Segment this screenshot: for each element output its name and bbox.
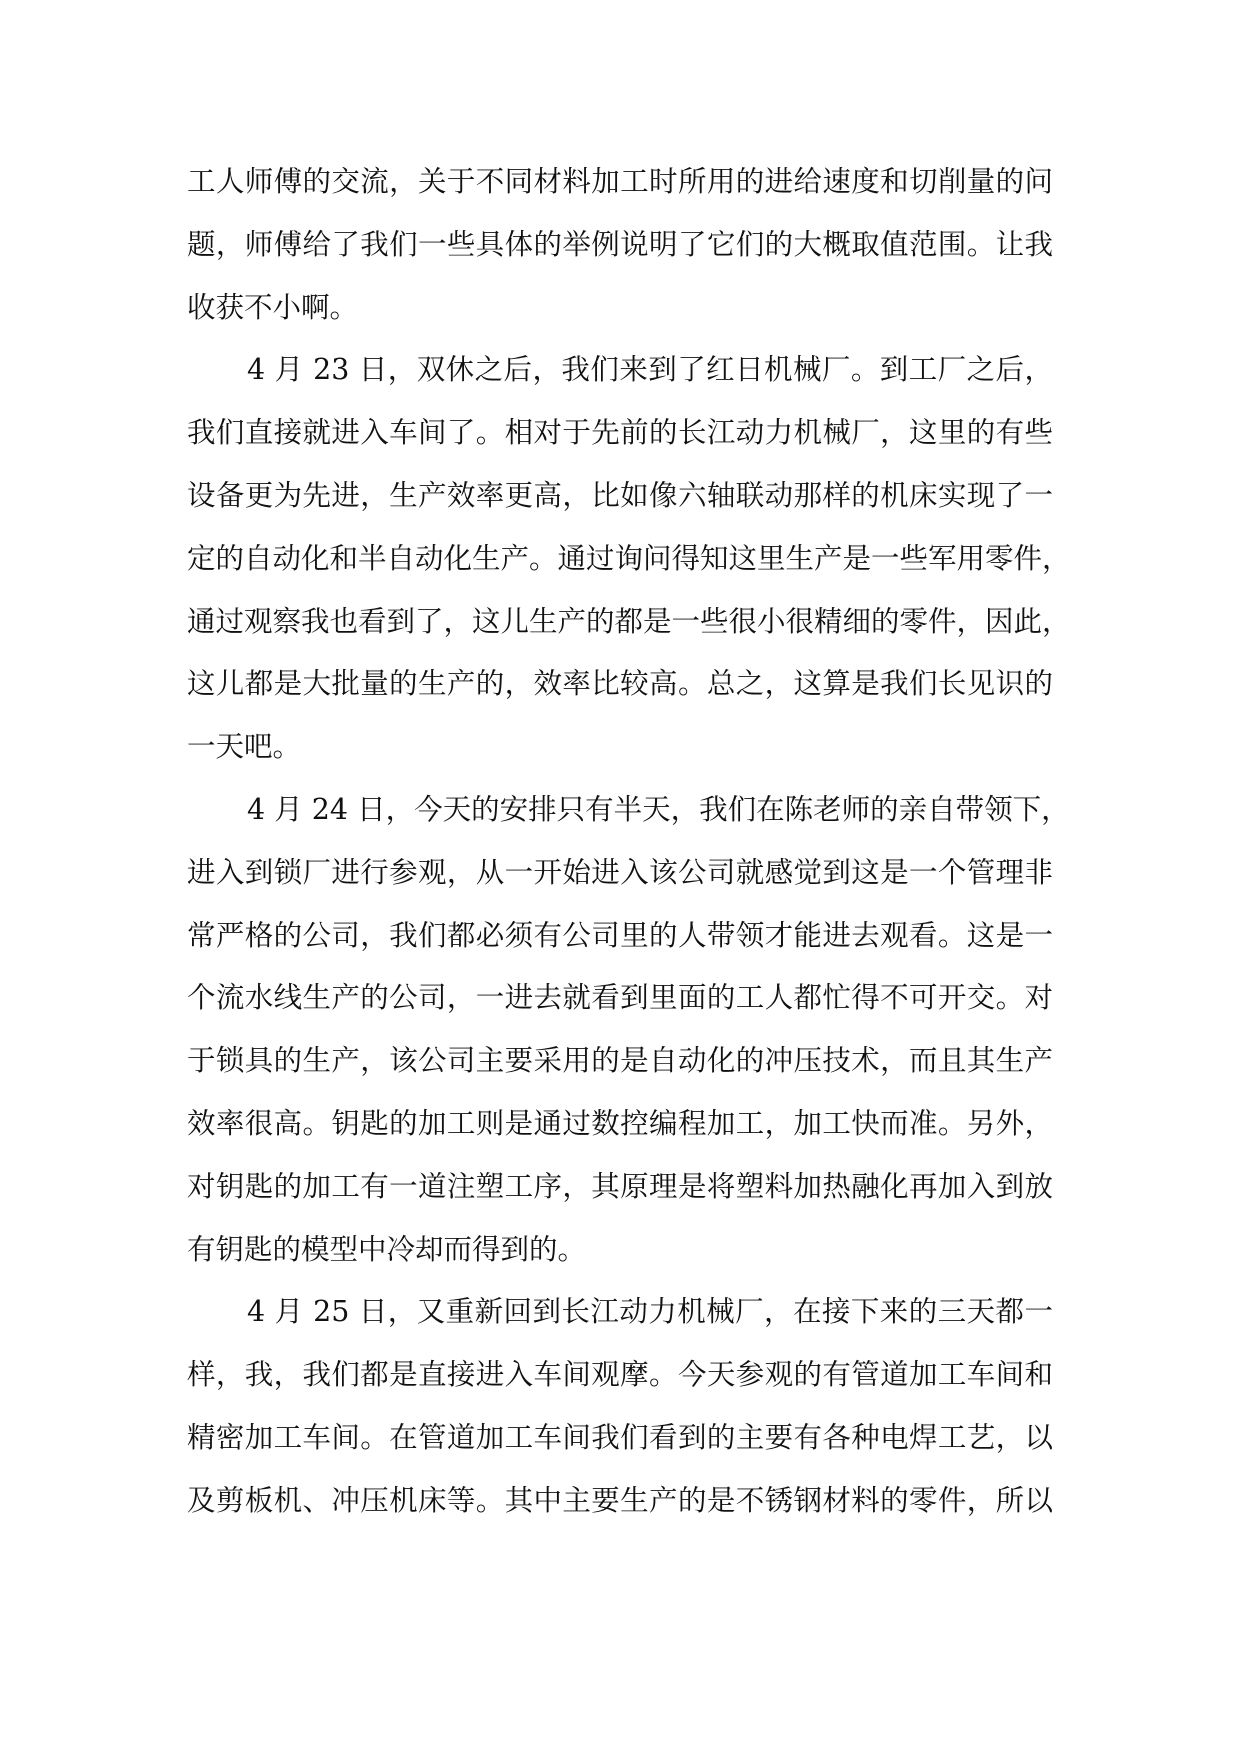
body-text <box>187 151 1071 1533</box>
text-line: 题，师傅给了我们一些具体的举例说明了它们的大概取值范围。让我 <box>187 227 1053 261</box>
text-line: 及剪板机、冲压机床等。其中主要生产的是不锈钢材料的零件，所以 <box>187 1483 1053 1517</box>
text-line: 效率很高。钥匙的加工则是通过数控编程加工，加工快而准。另外， <box>187 1106 1053 1140</box>
text-line: 对钥匙的加工有一道注塑工序，其原理是将塑料加热融化再加入到放 <box>187 1169 1053 1203</box>
text-line: 通过观察我也看到了，这儿生产的都是一些很小很精细的零件，因此， <box>187 604 1071 638</box>
paragraph-end-line: 一天吧。 <box>187 730 302 764</box>
text-line: 这儿都是大批量的生产的，效率比较高。总之，这算是我们长见识的 <box>187 667 1053 701</box>
text-line: 我们直接就进入车间了。相对于先前的长江动力机械厂，这里的有些 <box>187 416 1053 450</box>
text-line: 个流水线生产的公司，一进去就看到里面的工人都忙得不可开交。对 <box>187 981 1053 1015</box>
text-line: 于锁具的生产，该公司主要采用的是自动化的冲压技术，而且其生产 <box>187 1044 1053 1078</box>
paragraph-start-line: 4 月 25 日，又重新回到长江动力机械厂，在接下来的三天都一 <box>247 1295 1053 1329</box>
text-line: 样，我，我们都是直接进入车间观摩。今天参观的有管道加工车间和 <box>187 1358 1053 1392</box>
text-line: 设备更为先进，生产效率更高，比如像六轴联动那样的机床实现了一 <box>187 478 1053 512</box>
paragraph-start-line: 4 月 24 日，今天的安排只有半天，我们在陈老师的亲自带领下， <box>247 792 1070 826</box>
text-line: 工人师傅的交流，关于不同材料加工时所用的进给速度和切削量的问 <box>187 165 1053 198</box>
paragraph-end-line: 有钥匙的模型中冷却而得到的。 <box>187 1232 587 1266</box>
paragraph-end-line: 收获不小啊。 <box>187 290 359 324</box>
text-line: 精密加工车间。在管道加工车间我们看到的主要有各种电焊工艺，以 <box>187 1420 1053 1454</box>
text-line: 定的自动化和半自动化生产。通过询问得知这里生产是一些军用零件， <box>187 541 1071 575</box>
paragraph-start-line: 4 月 23 日，双休之后，我们来到了红日机械厂。到工厂之后， <box>247 353 1053 387</box>
text-line: 进入到锁厂进行参观，从一开始进入该公司就感觉到这是一个管理非 <box>187 855 1053 889</box>
text-line: 常严格的公司，我们都必须有公司里的人带领才能进去观看。这是一 <box>187 918 1053 952</box>
